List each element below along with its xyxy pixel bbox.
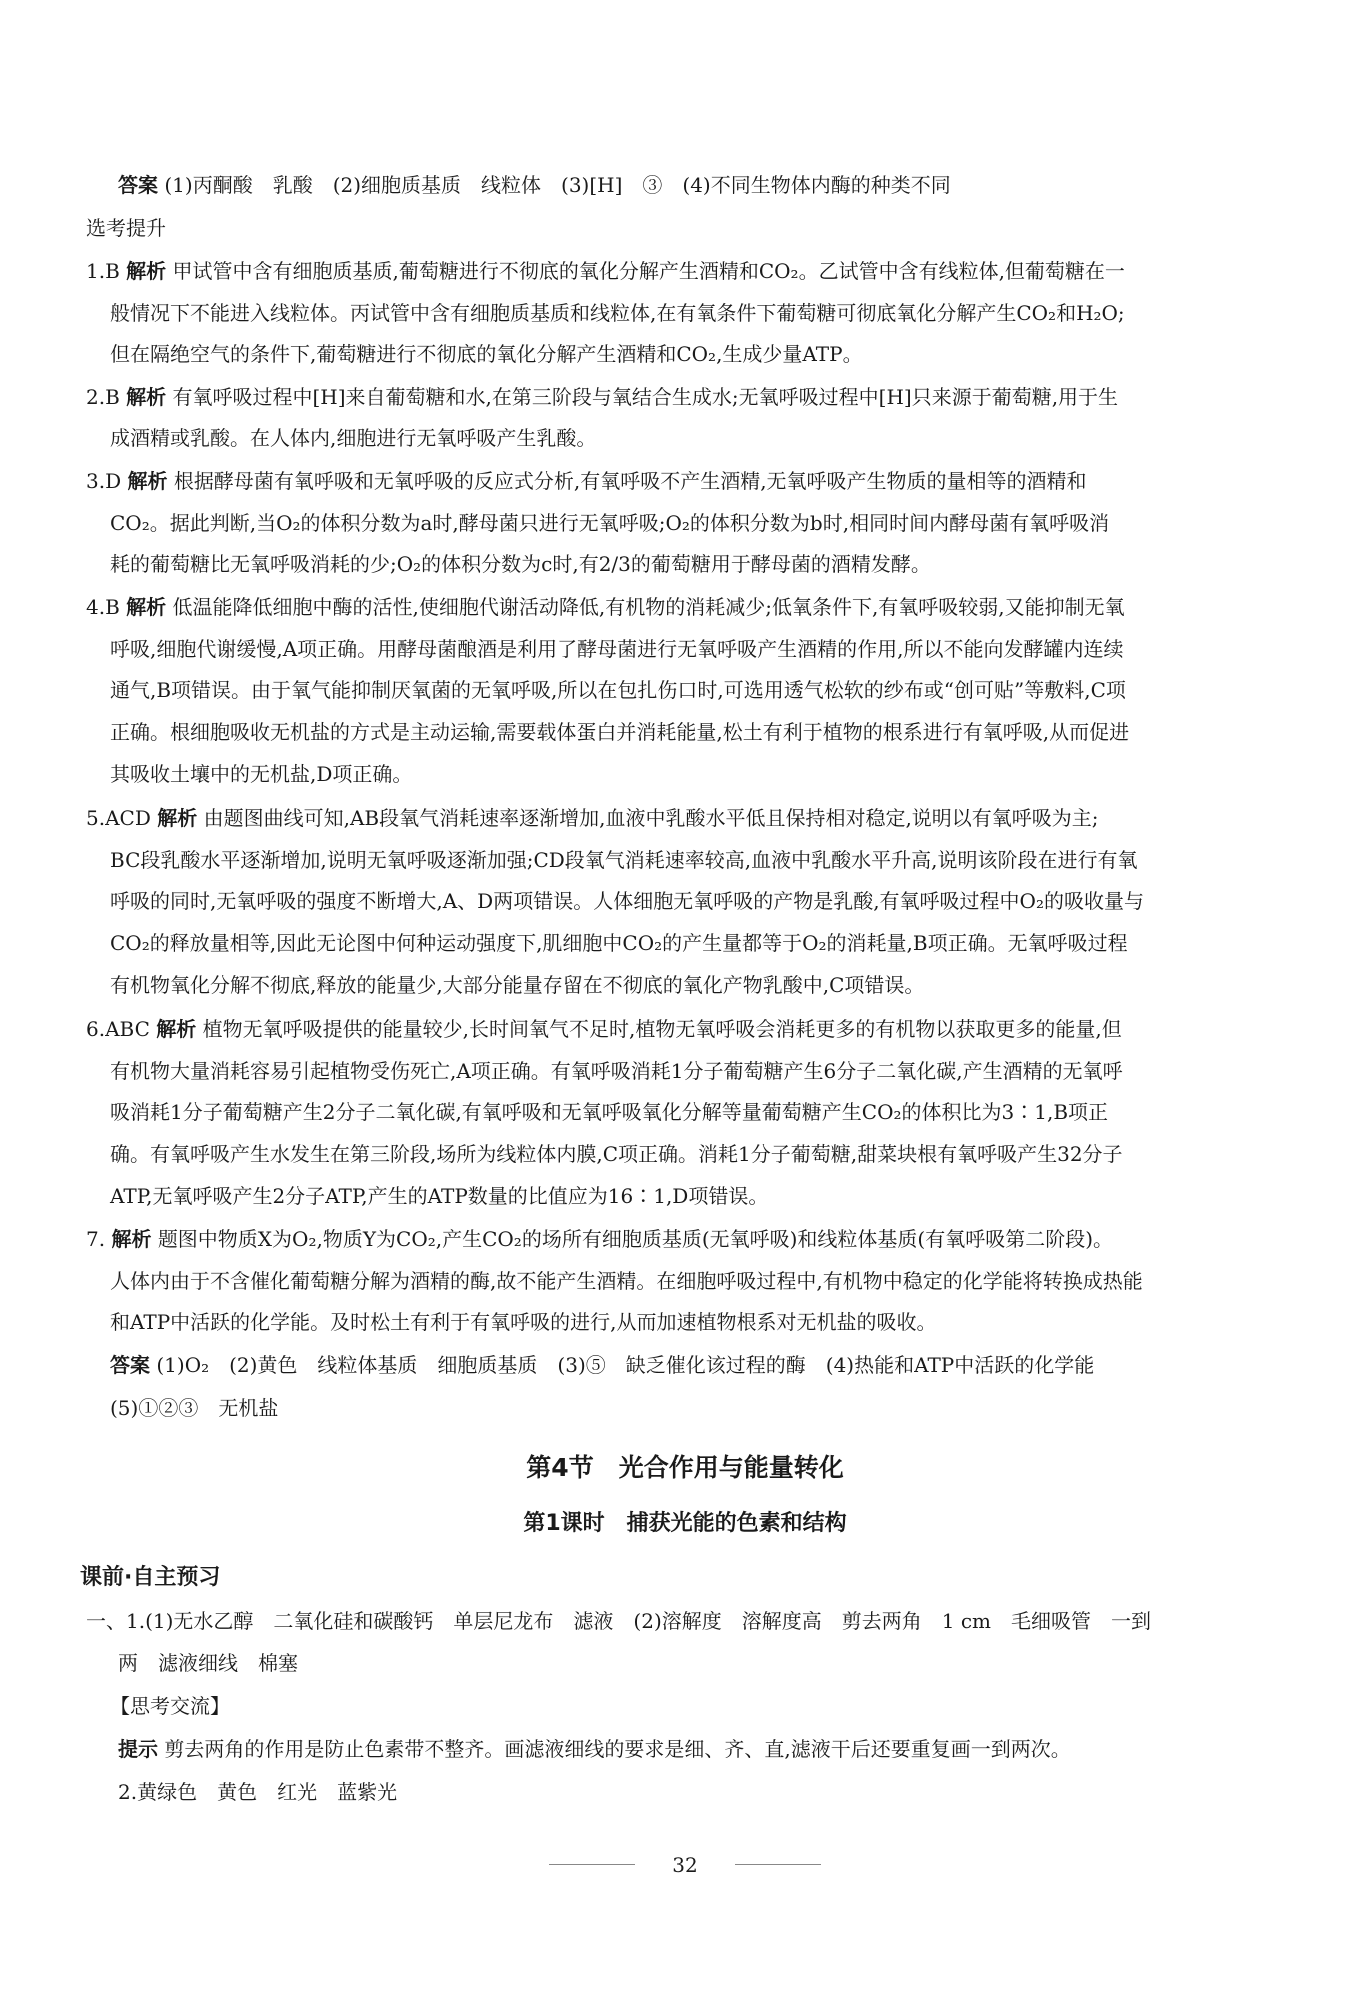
item-number: 2.B	[86, 385, 120, 409]
section-title: 选考提升	[86, 216, 166, 240]
preview-line-1: 一、1.(1)无水乙醇 二氧化硅和碳酸钙 单层尼龙布 滤液 (2)溶解度 溶解度高 剪去两角 1 cm 毛细吸管 一到	[86, 1609, 1151, 1633]
item-7-line-3: 和ATP中活跃的化学能。及时松土有利于有氧呼吸的进行,从而加速植物根系对无机盐的吸收。	[110, 1310, 937, 1334]
item-5-line-1	[86, 805, 1286, 831]
item-number: 3.D	[86, 469, 122, 493]
item-5-line-2: BC段乳酸水平逐渐增加,说明无氧呼吸逐渐加强;CD段氧气消耗速率较高,血液中乳酸水平升高,说明该阶段在进行有氧	[110, 848, 1138, 872]
item-number: 6.ABC	[86, 1017, 150, 1041]
item-4-line-3: 通气,B项错误。由于氧气能抑制厌氧菌的无氧呼吸,所以在包扎伤口时,可选用透气松软的纱布或“创可贴”等敷料,C项	[110, 678, 1126, 702]
item-text: 由题图曲线可知,AB段氧气消耗速率逐渐增加,血液中乳酸水平低且保持相对稳定,说明以有氧呼吸为主;	[203, 806, 1099, 830]
item-6-line-2: 有机物大量消耗容易引起植物受伤死亡,A项正确。有氧呼吸消耗1分子葡萄糖产生6分子二氧化碳,产生酒精的无氧呼	[110, 1059, 1123, 1083]
item-6-line-3: 吸消耗1分子葡萄糖产生2分子二氧化碳,有氧呼吸和无氧呼吸氧化分解等量葡萄糖产生CO₂的体积比为3∶1,B项正	[110, 1100, 1109, 1124]
item-6-line-1	[86, 1016, 1286, 1042]
item-4-line-1	[86, 594, 1286, 620]
chapter-title: 第4节 光合作用与能量转化	[526, 1453, 844, 1482]
item-text: 根据酵母菌有氧呼吸和无氧呼吸的反应式分析,有氧呼吸不产生酒精,无氧呼吸产生物质的量相等的酒精和	[173, 469, 1087, 493]
item-7-line-1	[86, 1226, 1286, 1252]
answer-7-line-1	[110, 1352, 1310, 1378]
tip-text: 剪去两角的作用是防止色素带不整齐。画滤液细线的要求是细、齐、直,滤液干后还要重复画一到两次。	[164, 1737, 1071, 1761]
item-text: 题图中物质X为O₂,物质Y为CO₂,产生CO₂的场所有细胞质基质(无氧呼吸)和线粒体基质(有氧呼吸第二阶段)。	[157, 1227, 1114, 1251]
item-5-line-5: 有机物氧化分解不彻底,释放的能量少,大部分能量存留在不彻底的氧化产物乳酸中,C项错误。	[110, 973, 925, 997]
item-7-line-2: 人体内由于不含催化葡萄糖分解为酒精的酶,故不能产生酒精。在细胞呼吸过程中,有机物中稳定的化学能将转换成热能	[110, 1269, 1143, 1293]
answer-7-line-2: (5)①②③ 无机盐	[110, 1396, 279, 1420]
item-6-line-5: ATP,无氧呼吸产生2分子ATP,产生的ATP数量的比值应为16∶1,D项错误。	[110, 1184, 769, 1208]
item-5-line-3: 呼吸的同时,无氧呼吸的强度不断增大,A、D两项错误。人体细胞无氧呼吸的产物是乳酸,有氧呼吸过程中O₂的吸收量与	[110, 889, 1144, 913]
preview-line-last: 2.黄绿色 黄色 红光 蓝紫光	[118, 1780, 398, 1804]
answer-text: (1)O₂ (2)黄色 线粒体基质 细胞质基质 (3)⑤ 缺乏催化该过程的酶 (4)热能和ATP中活跃的化学能	[156, 1353, 1095, 1377]
item-3-line-2: CO₂。据此判断,当O₂的体积分数为a时,酵母菌只进行无氧呼吸;O₂的体积分数为b时,相同时间内酵母菌有氧呼吸消	[110, 511, 1110, 535]
analysis-label: 解析	[157, 806, 198, 830]
item-number: 7.	[86, 1227, 106, 1251]
item-text: 低温能降低细胞中酶的活性,使细胞代谢活动降低,有机物的消耗减少;低氧条件下,有氧呼吸较弱,又能抑制无氧	[172, 595, 1125, 619]
item-number: 5.ACD	[86, 806, 151, 830]
analysis-label: 解析	[127, 469, 168, 493]
item-1-line-2: 般情况下不能进入线粒体。丙试管中含有细胞质基质和线粒体,在有氧条件下葡萄糖可彻底氧化分解产生CO₂和H₂O;	[110, 301, 1125, 325]
item-text: 有氧呼吸过程中[H]来自葡萄糖和水,在第三阶段与氧结合生成水;无氧呼吸过程中[H]只来源于葡萄糖,用于生	[172, 385, 1119, 409]
item-4-line-5: 其吸收土壤中的无机盐,D项正确。	[110, 762, 413, 786]
item-number: 4.B	[86, 595, 120, 619]
page-number: 32	[672, 1853, 698, 1877]
lesson-title: 第1课时 捕获光能的色素和结构	[523, 1511, 847, 1536]
item-4-line-2: 呼吸,细胞代谢缓慢,A项正确。用酵母菌酿酒是利用了酵母菌进行无氧呼吸产生酒精的作用,所以不能向发酵罐内连续	[110, 637, 1124, 661]
analysis-label: 解析	[156, 1017, 197, 1041]
item-5-line-4: CO₂的释放量相等,因此无论图中何种运动强度下,肌细胞中CO₂的产生量都等于O₂的消耗量,B项正确。无氧呼吸过程	[110, 931, 1128, 955]
answer-text: (1)丙酮酸 乳酸 (2)细胞质基质 线粒体 (3)[H] ③ (4)不同生物体内酶的种类不同	[164, 173, 951, 197]
analysis-label: 解析	[111, 1227, 152, 1251]
item-6-line-4: 确。有氧呼吸产生水发生在第三阶段,场所为线粒体内膜,C项正确。消耗1分子葡萄糖,甜菜块根有氧呼吸产生32分子	[110, 1142, 1123, 1166]
item-text: 甲试管中含有细胞质基质,葡萄糖进行不彻底的氧化分解产生酒精和CO₂。乙试管中含有线粒体,但葡萄糖在一	[172, 259, 1125, 283]
footer-rule-right	[735, 1864, 821, 1865]
preview-heading: 课前·自主预习	[80, 1565, 221, 1590]
item-text: 植物无氧呼吸提供的能量较少,长时间氧气不足时,植物无氧呼吸会消耗更多的有机物以获取更多的能量,但	[202, 1017, 1122, 1041]
item-3-line-3: 耗的葡萄糖比无氧呼吸消耗的少;O₂的体积分数为c时,有2/3的葡萄糖用于酵母菌的酒精发酵。	[110, 552, 931, 576]
item-number: 1.B	[86, 259, 120, 283]
item-1-line-3: 但在隔绝空气的条件下,葡萄糖进行不彻底的氧化分解产生酒精和CO₂,生成少量ATP。	[110, 342, 863, 366]
analysis-label: 解析	[126, 259, 167, 283]
preview-line-2: 两 滤液细线 棉塞	[118, 1651, 298, 1675]
answer-label: 答案	[118, 173, 158, 197]
item-2-line-2: 成酒精或乳酸。在人体内,细胞进行无氧呼吸产生乳酸。	[110, 426, 597, 450]
tip-label: 提示	[118, 1737, 158, 1761]
answer-label: 答案	[110, 1353, 150, 1377]
item-4-line-4: 正确。根细胞吸收无机盐的方式是主动运输,需要载体蛋白并消耗能量,松土有利于植物的根系进行有氧呼吸,从而促进	[110, 720, 1130, 744]
think-heading: 【思考交流】	[110, 1694, 230, 1718]
tip-line	[118, 1736, 1318, 1762]
item-3-line-1	[86, 468, 1286, 494]
item-1-line-1	[86, 258, 1286, 284]
item-2-line-1	[86, 384, 1286, 410]
analysis-label: 解析	[126, 595, 167, 619]
analysis-label: 解析	[126, 385, 167, 409]
answer-top	[118, 172, 1318, 198]
